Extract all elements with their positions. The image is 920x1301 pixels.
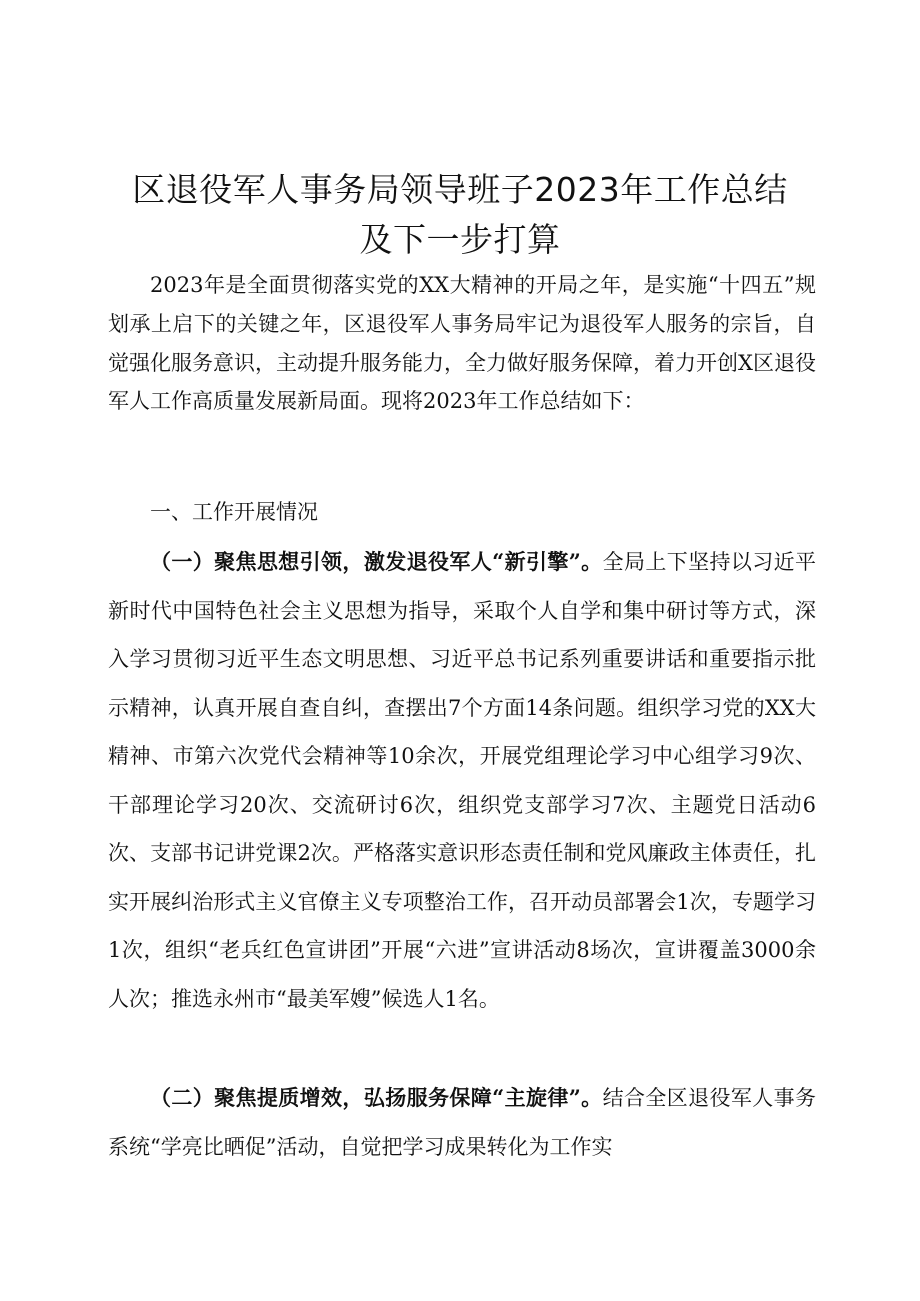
document-title-line-2: 及下一步打算 bbox=[359, 220, 561, 259]
item-1-lead-heading: （一）聚焦思想引领，激发退役军人“新引擎”。 bbox=[150, 549, 603, 574]
intro-paragraph: 2023年是全面贯彻落实党的XX大精神的开局之年，是实施“十四五”规划承上启下的关键之年，区退役军人事务局牢记为退役军人服务的宗旨，自觉强化服务意识，主动提升服务能力，全力做好服务保障，着力开创X区退役军人工作高质量发展新局面。现将2023年工作总结如下： bbox=[108, 273, 816, 414]
paragraph-item-1 bbox=[108, 538, 816, 1023]
document-title-line-1: 区退役军人事务局领导班子2023年工作总结 bbox=[132, 170, 788, 209]
item-2-body-text: 结合全区退役军人事务系统“学亮比晒促”活动，自觉把学习成果转化为工作实 bbox=[108, 1086, 816, 1159]
section-heading-work-progress: 一、工作开展情况 bbox=[150, 500, 318, 524]
paragraph-item-2 bbox=[108, 1074, 816, 1171]
item-2-lead-heading: （二）聚焦提质增效，弘扬服务保障“主旋律”。 bbox=[150, 1085, 603, 1110]
item-1-body-text: 全局上下坚持以习近平新时代中国特色社会主义思想为指导，采取个人自学和集中研讨等方式，深入学习贯彻习近平生态文明思想、习近平总书记系列重要讲话和重要指示批示精神，认真开展自查自纠，查摆出7个方面14条问题。组织学习党的XX大精神、市第六次党代会精神等10余次，开展党组理论学习中心组学习9次、干部理论学习20次、交流研讨6次，组织党支部学习7次、主题党日活动6次、支部书记讲党课2次。严格落实意识形态责任制和党风廉政主体责任，扎实开展纠治形式主义官僚主义专项整治工作，召开动员部署会1次，专题学习1次，组织“老兵红色宣讲团”开展“六进”宣讲活动8场次，宣讲覆盖3000余人次；推选永州市“最美军嫂”候选人1名。 bbox=[108, 550, 816, 1011]
